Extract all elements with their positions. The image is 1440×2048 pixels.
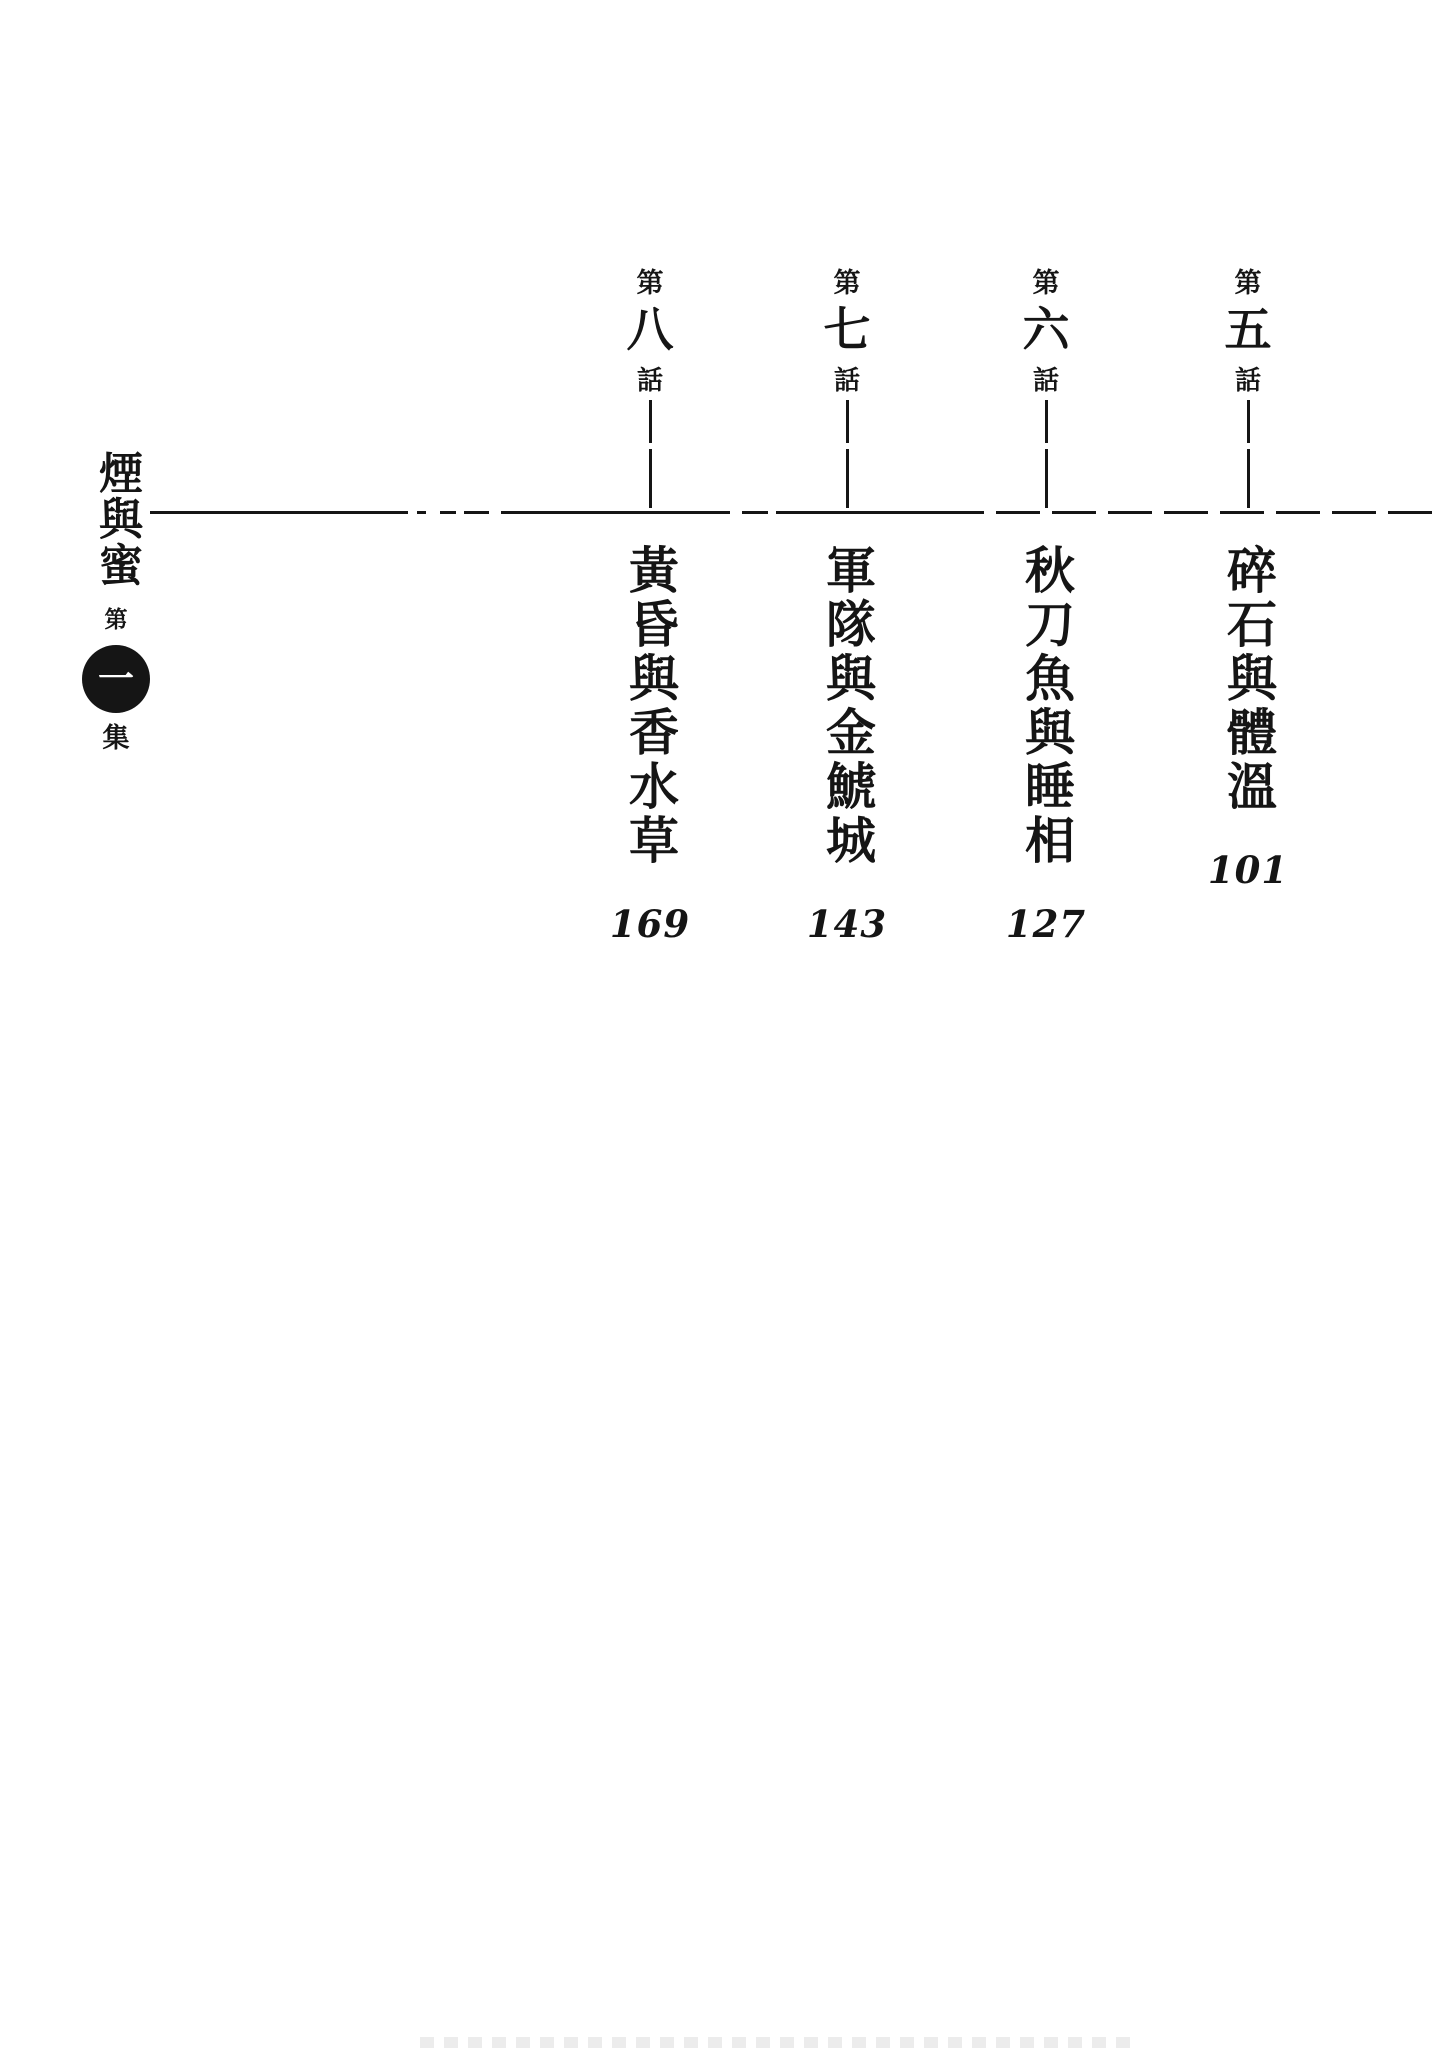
book-title: 煙與蜜 <box>91 450 142 588</box>
volume-number-badge <box>82 645 150 713</box>
rule-gap <box>456 510 464 515</box>
leader-line-segment <box>846 400 849 443</box>
chapter-page-number: 143 <box>806 902 888 946</box>
rule-gap <box>426 510 440 515</box>
chapter-prefix: 第 <box>833 268 861 299</box>
chapter-suffix: 話 <box>636 366 663 396</box>
leader-line-segment <box>649 400 652 443</box>
chapter-title: 黃昏與香水草 <box>621 544 680 868</box>
chapter-entry-6 <box>976 270 1116 946</box>
chapter-entry-8 <box>580 270 720 946</box>
chapter-leader-line <box>649 400 652 508</box>
chapter-page-number: 127 <box>1005 902 1087 946</box>
leader-line-segment <box>1247 400 1250 443</box>
leader-line-segment <box>846 449 849 508</box>
chapter-number: 六 <box>1022 303 1070 358</box>
leader-line-segment <box>1045 400 1048 443</box>
chapter-leader-line <box>1045 400 1048 508</box>
chapter-entry-7 <box>777 270 917 946</box>
volume-suffix: 集 <box>102 723 130 754</box>
leader-line-segment <box>1247 449 1250 508</box>
chapter-entry-5 <box>1178 270 1318 892</box>
chapter-suffix: 話 <box>1032 366 1059 396</box>
chapter-title: 秋刀魚與睡相 <box>1017 544 1076 868</box>
chapter-title: 軍隊與金鯱城 <box>818 544 877 868</box>
chapter-leader-line <box>1247 400 1250 508</box>
volume-number: 一 <box>97 658 134 700</box>
chapter-prefix: 第 <box>1234 268 1262 299</box>
chapter-page-number: 101 <box>1207 848 1289 892</box>
chapter-prefix: 第 <box>636 268 664 299</box>
rule-gap <box>489 510 501 515</box>
chapter-number: 七 <box>823 303 871 358</box>
chapter-suffix: 話 <box>1234 366 1261 396</box>
cropped-text-artifact <box>420 2037 1138 2048</box>
rule-gap <box>768 510 776 515</box>
chapter-leader-line <box>846 400 849 508</box>
leader-line-segment <box>1045 449 1048 508</box>
chapter-suffix: 話 <box>833 366 860 396</box>
chapter-page-number: 169 <box>609 902 691 946</box>
rule-gap <box>730 510 742 515</box>
volume-prefix: 第 <box>104 606 128 633</box>
rule-gap <box>408 510 417 515</box>
chapter-number: 五 <box>1224 303 1272 358</box>
book-title-block <box>62 450 170 752</box>
chapter-number: 八 <box>626 303 674 358</box>
chapter-prefix: 第 <box>1032 268 1060 299</box>
leader-line-segment <box>649 449 652 508</box>
chapter-title: 碎石與體溫 <box>1219 544 1278 814</box>
